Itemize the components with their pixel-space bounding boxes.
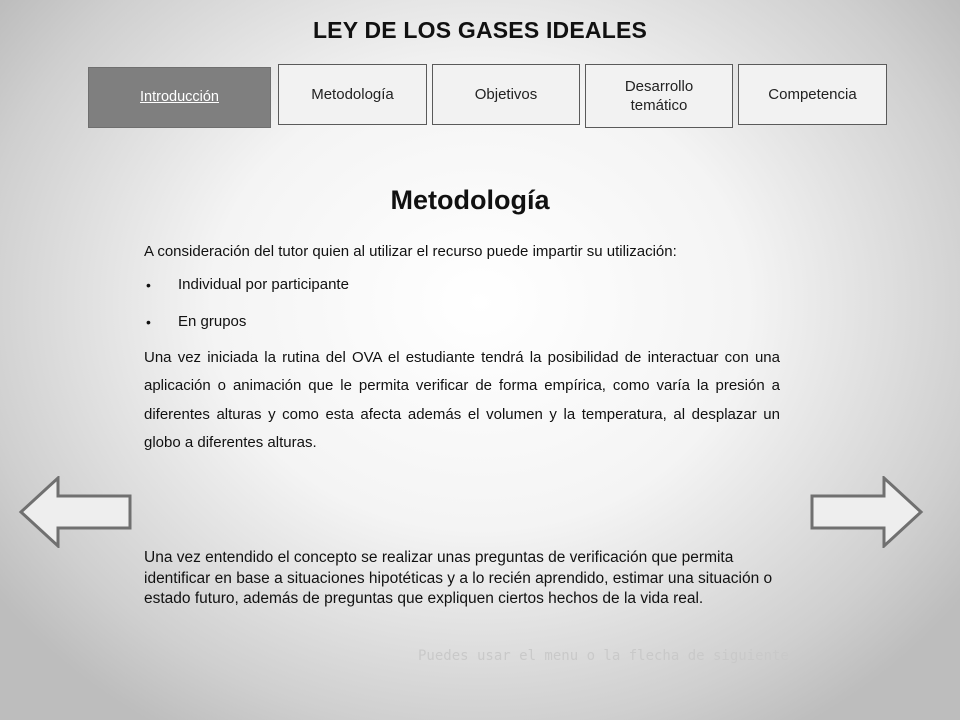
tab-metodologia[interactable]: Metodología (278, 64, 427, 125)
list-item-text: En grupos (178, 312, 247, 330)
description-paragraph: Una vez iniciada la rutina del OVA el estudiante tendrá la posibilidad de interactuar con una aplicación o animación que le permita verificar de forma empírica, como varía la presión a diferentes alturas y como esta afecta además el volumen y la temperatura, al desplazar un globo a diferentes alturas. (144, 348, 780, 451)
right-arrow-icon[interactable] (808, 476, 924, 548)
section-heading: Metodología (390, 185, 550, 215)
list-item (144, 309, 780, 346)
main-content (144, 238, 780, 458)
tab-introduccion[interactable]: Introducción (88, 67, 271, 128)
bullet-icon: • (146, 313, 151, 330)
verification-paragraph: Una vez entendido el concepto se realizar unas preguntas de verificación que permita identificar en base a situaciones hipotéticas y a lo recién aprendido, estimar una situación o estado futuro, además de preguntas que expliquen ciertos hechos de la vida real. (144, 549, 773, 607)
page-title: LEY DE LOS GASES IDEALES (312, 17, 648, 43)
left-arrow-icon[interactable] (18, 476, 134, 548)
list-item-text: Individual por participante (178, 275, 349, 293)
bullet-list (144, 272, 780, 346)
tab-competencia[interactable]: Competencia (738, 64, 887, 125)
navigation-hint: Puedes usar el menu o la flecha de siguiente (418, 648, 789, 664)
tab-objetivos[interactable]: Objetivos (432, 64, 580, 125)
list-item (144, 272, 780, 309)
intro-paragraph: A consideración del tutor quien al utilizar el recurso puede impartir su utilización: (144, 243, 677, 260)
bullet-icon: • (146, 276, 151, 293)
tab-desarrollo-tematico[interactable]: Desarrollo temático (585, 64, 733, 128)
